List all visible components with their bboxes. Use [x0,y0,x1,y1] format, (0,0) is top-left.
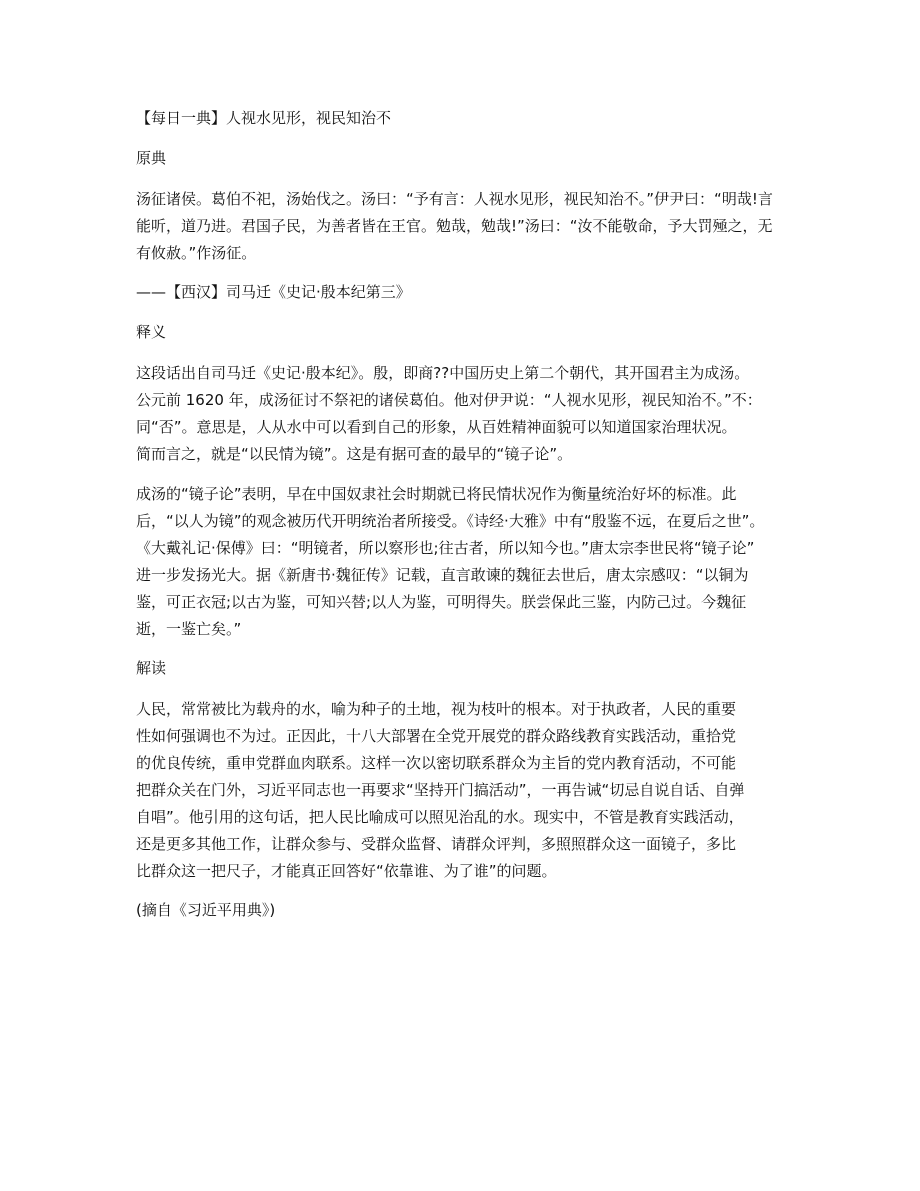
text-line: 把群众关在门外，习近平同志也一再要求“坚持开门搞活动”，一再告诫“切忌自说自话、自弹 [136,781,745,799]
article [136,106,796,922]
text-line: 鉴，可正衣冠;以古为鉴，可知兴替;以人为鉴，可明得失。朕尝保此三鉴，内防己过。今魏征 [136,593,747,611]
text-line: 的优良传统，重申党群血肉联系。这样一次以密切联系群众为主旨的党内教育活动，不可能 [136,754,737,772]
section-heading-interpretation: 解读 [136,659,167,677]
original-text [136,186,796,267]
excerpt-source: (摘自《习近平用典》) [136,901,276,919]
text-line: 比群众这一把尺子，才能真正回答好“依靠谁、为了谁”的问题。 [136,862,557,880]
section-heading-original: 原典 [136,149,167,167]
text-line: 后，“以人为镜”的观念被历代开明统治者所接受。《诗经·大雅》中有“殷鉴不远，在夏后之世”。 [136,512,765,530]
article-title: 【每日一典】人视水见形，视民知治不 [136,109,392,127]
text-line: 自唱”。他引用的这句话，把人民比喻成可以照见治乱的水。现实中，不管是教育实践活动， [136,808,744,826]
text-line: 简而言之，就是“以民情为镜”。这是有据可查的最早的“镜子论”。 [136,445,573,463]
text-line: 进一步发扬光大。据《新唐书·魏征传》记载，直言敢谏的魏征去世后，唐太宗感叹：“以铜为 [136,566,749,584]
text-line: 有攸赦。”作汤征。 [136,244,257,262]
source-citation: ——【西汉】司马迁《史记·殷本纪第三》 [136,283,411,301]
text-line: 还是更多其他工作，让群众参与、受群众监督、请群众评判，多照照群众这一面镜子，多比 [136,835,737,853]
text-line: 汤征诸侯。葛伯不祀，汤始伐之。汤曰：“予有言：人视水见形，视民知治不。”伊尹曰：“明哉!言 [136,190,773,208]
explanation-paragraph-2 [136,481,796,643]
text-line: 性如何强调也不为过。正因此，十八大部署在全党开展党的群众路线教育实践活动，重拾党 [136,727,737,745]
section-heading-explanation: 释义 [136,323,167,341]
text-line: 人民，常常被比为载舟的水，喻为种子的土地，视为枝叶的根本。对于执政者，人民的重要 [136,700,737,718]
text-line: 《大戴礼记·保傅》曰：“明镜者，所以察形也;往古者，所以知今也。”唐太宗李世民将“镜子论” [136,539,755,557]
interpretation-text [136,696,796,885]
text-line: 这段话出自司马迁《史记·殷本纪》。殷，即商??中国历史上第二个朝代，其开国君主为成汤。 [136,364,750,382]
text-line: 同“否”。意思是，人从水中可以看到自己的形象，从百姓精神面貌可以知道国家治理状况。 [136,418,737,436]
text-line: 成汤的“镜子论”表明，早在中国奴隶社会时期就已将民情状况作为衡量统治好坏的标准。此 [136,485,737,503]
text-line: 逝，一鉴亡矣。” [136,620,242,638]
text-line: 能听，道乃进。君国子民，为善者皆在王官。勉哉，勉哉!”汤曰：“汝不能敬命，予大罚殛之，无 [136,217,773,235]
explanation-paragraph-1 [136,360,796,468]
text-line: 公元前 1620 年，成汤征讨不祭祀的诸侯葛伯。他对伊尹说：“人视水见形，视民知治不。”不： [136,391,762,409]
